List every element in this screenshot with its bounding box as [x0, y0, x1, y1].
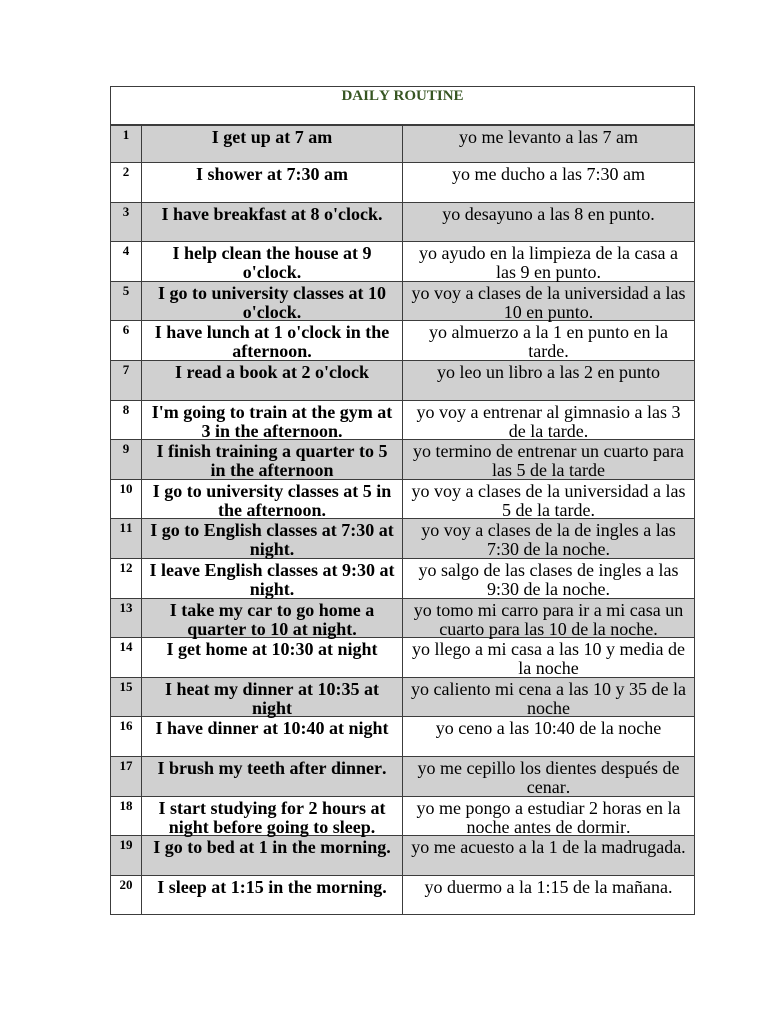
table-row: [111, 282, 694, 322]
spanish-translation: yo me levanto a las 7 am: [459, 127, 638, 147]
table-row: [111, 242, 694, 282]
spanish-translation: yo me acuesto a la 1 de la madrugada.: [411, 837, 686, 858]
row-number: 7: [111, 361, 142, 400]
title-row: [111, 87, 694, 126]
row-number: 4: [111, 242, 142, 281]
document-title: DAILY ROUTINE: [341, 88, 464, 104]
table-row: [111, 797, 694, 837]
row-number: 10: [111, 480, 142, 519]
english-sentence: I sleep at 1:15 in the morning.: [142, 876, 403, 915]
table-row: [111, 757, 694, 797]
english-sentence: I get home at 10:30 at night: [142, 638, 403, 677]
table-row: [111, 638, 694, 678]
table-row: [111, 678, 694, 718]
table-row: [111, 559, 694, 599]
english-sentence: I have dinner at 10:40 at night: [142, 717, 403, 756]
table-row: [111, 163, 694, 203]
row-number: 14: [111, 638, 142, 677]
row-number: 11: [111, 519, 142, 558]
english-sentence: I go to bed at 1 in the morning.: [142, 836, 403, 875]
table-row: [111, 480, 694, 520]
table-row: [111, 126, 694, 163]
table-row: [111, 401, 694, 441]
spanish-translation: yo termino de entrenar un cuarto para las 5 de la tarde: [413, 441, 684, 481]
spanish-translation: yo voy a clases de la universidad a las 10 en punto.: [411, 282, 686, 322]
spanish-translation: yo me cepillo los dientes después de cenar.: [417, 757, 680, 797]
row-number: 1: [111, 126, 142, 162]
row-number: 17: [111, 757, 142, 796]
spanish-translation: yo ceno a las 10:40 de la noche: [435, 718, 662, 739]
row-number: 19: [111, 836, 142, 875]
english-sentence: I brush my teeth after dinner.: [142, 757, 403, 796]
spanish-translation: yo voy a clases de la universidad a las 5 de la tarde.: [411, 480, 686, 520]
table-row: [111, 876, 694, 916]
spanish-translation: yo salgo de las clases de ingles a las 9:30 de la noche.: [418, 559, 679, 599]
spanish-translation: yo llego a mi casa a las 10 y media de la noche: [412, 639, 685, 679]
table-row: [111, 599, 694, 639]
row-number: 2: [111, 163, 142, 202]
row-number: 3: [111, 203, 142, 242]
spanish-translation: yo almuerzo a la 1 en punto en la tarde.: [429, 322, 668, 362]
english-sentence: I help clean the house at 9 o'clock.: [142, 242, 403, 281]
english-sentence: I shower at 7:30 am: [142, 163, 403, 202]
row-number: 16: [111, 717, 142, 756]
english-sentence: I start studying for 2 hours at night before going to sleep.: [142, 797, 403, 836]
english-sentence: I have breakfast at 8 o'clock.: [142, 203, 403, 242]
row-number: 15: [111, 678, 142, 717]
table-row: [111, 836, 694, 876]
spanish-translation: yo tomo mi carro para ir a mi casa un cuarto para las 10 de la noche.: [413, 599, 684, 639]
spanish-translation: yo leo un libro a las 2 en punto: [437, 361, 660, 382]
row-number: 5: [111, 282, 142, 321]
table-row: [111, 519, 694, 559]
english-sentence: I heat my dinner at 10:35 at night: [142, 678, 403, 717]
english-sentence: I read a book at 2 o'clock: [142, 361, 403, 400]
table-row: [111, 203, 694, 243]
english-sentence: I go to university classes at 10 o'clock.: [142, 282, 403, 321]
table-row: [111, 440, 694, 480]
spanish-translation: yo desayuno a las 8 en punto.: [442, 203, 655, 224]
english-sentence: I leave English classes at 9:30 at night.: [142, 559, 403, 598]
english-sentence: I'm going to train at the gym at 3 in the afternoon.: [142, 401, 403, 440]
table-row: [111, 717, 694, 757]
english-sentence: I go to university classes at 5 in the afternoon.: [142, 480, 403, 519]
spanish-translation: yo me ducho a las 7:30 am: [452, 164, 645, 184]
routine-table: [110, 86, 695, 915]
english-sentence: I finish training a quarter to 5 in the afternoon: [142, 440, 403, 479]
english-sentence: I take my car to go home a quarter to 10 at night.: [142, 599, 403, 638]
table-row: [111, 321, 694, 361]
english-sentence: I go to English classes at 7:30 at night.: [142, 519, 403, 558]
spanish-translation: yo voy a clases de la de ingles a las 7:30 de la noche.: [421, 520, 676, 560]
row-number: 13: [111, 599, 142, 638]
row-number: 8: [111, 401, 142, 440]
spanish-translation: yo me pongo a estudiar 2 horas en la noche antes de dormir.: [416, 797, 681, 837]
table-body: [111, 126, 694, 915]
spanish-translation: yo voy a entrenar al gimnasio a las 3 de la tarde.: [416, 401, 681, 441]
row-number: 20: [111, 876, 142, 915]
table-row: [111, 361, 694, 401]
spanish-translation: yo duermo a la 1:15 de la mañana.: [424, 876, 673, 897]
english-sentence: I have lunch at 1 o'clock in the afternoon.: [142, 321, 403, 360]
row-number: 18: [111, 797, 142, 836]
spanish-translation: yo caliento mi cena a las 10 y 35 de la noche: [411, 678, 686, 718]
english-sentence: I get up at 7 am: [142, 126, 403, 162]
row-number: 9: [111, 440, 142, 479]
row-number: 12: [111, 559, 142, 598]
row-number: 6: [111, 321, 142, 360]
spanish-translation: yo ayudo en la limpieza de la casa a las 9 en punto.: [419, 243, 678, 283]
